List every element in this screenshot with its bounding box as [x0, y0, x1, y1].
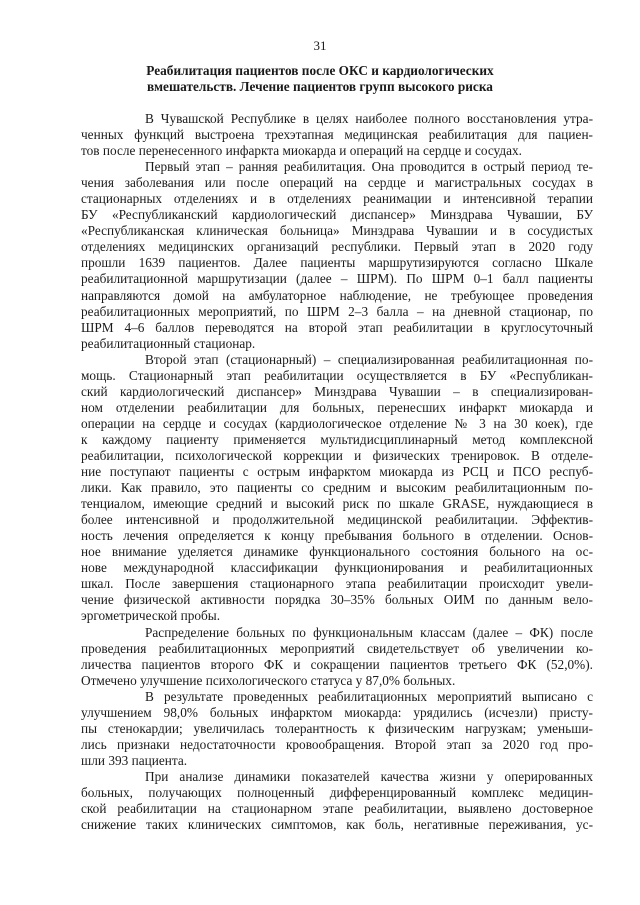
paragraph-line: больных, получающих полноценный дифференцированный комплекс медицин-	[81, 784, 593, 800]
paragraph-line: тов после перенесенного инфаркта миокарда и операций на сердце и сосудах.	[81, 143, 523, 159]
paragraph-line: ность лечения определяется к концу пребывания больного в отделении. Основ-	[81, 528, 593, 544]
paragraph-line: В результате проведенных реабилитационных мероприятий выписано с	[145, 688, 593, 704]
paragraph-line: Распределение больных по функциональным классам (далее – ФК) после	[145, 624, 593, 640]
paragraph-line: Второй этап (стационарный) – специализированная реабилитационная по-	[145, 351, 593, 367]
paragraph-line: реабилитации, психологической коррекции и физических тренировок. В отделе-	[81, 447, 593, 463]
paragraph-line: ШРМ 4–6 баллов переводятся на второй этап реабилитации в круглосуточный	[81, 319, 593, 335]
paragraph-line: нове международной классификации функционирования и реабилитационных	[81, 560, 593, 576]
paragraph-line: ние поступают пациенты с острым инфарктом миокарда из РСЦ и ПСО респуб-	[81, 464, 593, 480]
paragraph-line: В Чувашской Республике в целях наиболее полного восстановления утра-	[145, 111, 593, 126]
paragraph-line: к каждому пациенту применяется мультидисциплинарный метод комплексной	[81, 431, 593, 447]
paragraph	[81, 625, 593, 689]
paragraph-line: реабилитационный стационар.	[81, 335, 256, 351]
paragraph-line: Отмечено улучшение психологического статуса у 87,0% больных.	[81, 672, 456, 688]
paragraph-line: БУ «Республиканский кардиологический диспансер» Минздрава Чувашии, БУ	[81, 207, 593, 223]
paragraph-line: проведения реабилитационных мероприятий свидетельствует об увеличении ко-	[81, 640, 593, 656]
paragraph-line: операции на сердце и сосудах (кардиологическое отделение № 3 на 30 коек), где	[81, 415, 593, 431]
paragraph-line: ченных функций выстроена трехэтапная медицинская реабилитация для пациен-	[81, 127, 593, 143]
paragraph-line: чение физической активности порядка 30–35% больных ОИМ по данным вело-	[81, 592, 593, 608]
paragraph-line: пы стенокардии; увеличилась толерантность к физическим нагрузкам; уменьши-	[81, 720, 593, 736]
paragraph	[81, 159, 593, 352]
paragraph-line: мощь. Стационарный этап реабилитации осуществляется в БУ «Республикан-	[81, 367, 593, 383]
paragraph-line: личества пациентов второго ФК и сокращении пациентов третьего ФК (52,0%).	[81, 656, 593, 672]
paragraph-line: шли 393 пациента.	[81, 752, 188, 768]
paragraph	[81, 352, 593, 625]
paragraph-line: Первый этап – ранняя реабилитация. Она проводится в острый период те-	[145, 159, 593, 175]
document-body	[81, 111, 593, 833]
paragraph-line: ном отделении реабилитации для больных, перенесших инфаркт миокарда и	[81, 399, 593, 415]
paragraph-line: направляются домой на амбулаторное наблюдение, не требующее проведения	[81, 287, 593, 303]
paragraph-line: прошли 1639 пациентов. Далее пациенты маршрутизируются согласно Шкале	[81, 255, 593, 271]
paragraph-line: эргометрической пробы.	[81, 608, 221, 624]
paragraph	[81, 689, 593, 769]
paragraph-line: чения заболевания или после операций на сердце и магистральных сосудах в	[81, 175, 593, 191]
section-heading	[100, 63, 540, 94]
page-number: 31	[313, 38, 327, 53]
paragraph-line: тенциалом, имеющие средний и высокий риск по шкале GRASE, нуждающиеся в	[81, 496, 593, 512]
paragraph-line: шкал. После завершения стационарного этапа реабилитации происходит увели-	[81, 576, 593, 592]
paragraph-line: реабилитационных мероприятий, по ШРМ 2–3 балла – на дневной стационар, по	[81, 303, 593, 319]
paragraph	[81, 111, 593, 159]
paragraph-line: более интенсивной и продолжительной медицинской реабилитации. Эффектив-	[81, 512, 593, 528]
paragraph-line: реабилитационной маршрутизации (далее – ШРМ). По ШРМ 0–1 балл пациенты	[81, 271, 593, 287]
section-heading-line: Реабилитация пациентов после ОКС и кардиологических	[146, 63, 494, 78]
paragraph-line: При анализе динамики показателей качества жизни у оперированных	[145, 768, 593, 784]
paragraph-line: ский кардиологический диспансер» Минздрава Чувашии – в специализирован-	[81, 383, 593, 399]
paragraph-line: отделениях медицинских организаций республики. Первый этап в 2020 году	[81, 239, 593, 255]
paragraph-line: снижение таких клинических симптомов, как боль, негативные переживания, ус-	[81, 817, 593, 833]
paragraph-line: лики. Как правило, это пациенты со средним и высоким реабилитационным по-	[81, 480, 593, 496]
paragraph-line: стационарных отделениях и в отделениях реанимации и интенсивной терапии	[81, 191, 593, 207]
paragraph-line: «Республиканская клиническая больница» Минздрава Чувашии и в сосудистых	[81, 223, 593, 239]
section-heading-line: вмешательств. Лечение пациентов групп высокого риска	[147, 78, 493, 94]
paragraph	[81, 769, 593, 833]
paragraph-line: лись признаки недостаточности кровообращения. Второй этап за 2020 год про-	[81, 736, 593, 752]
paragraph-line: улучшением 98,0% больных инфарктом миокарда: урядились (исчезли) присту-	[81, 704, 593, 720]
paragraph-line: ской реабилитации на стационарном этапе реабилитации, выявлено достоверное	[81, 801, 593, 817]
paragraph-line: ное внимание уделяется динамике функционального состояния больного на ос-	[81, 544, 593, 560]
